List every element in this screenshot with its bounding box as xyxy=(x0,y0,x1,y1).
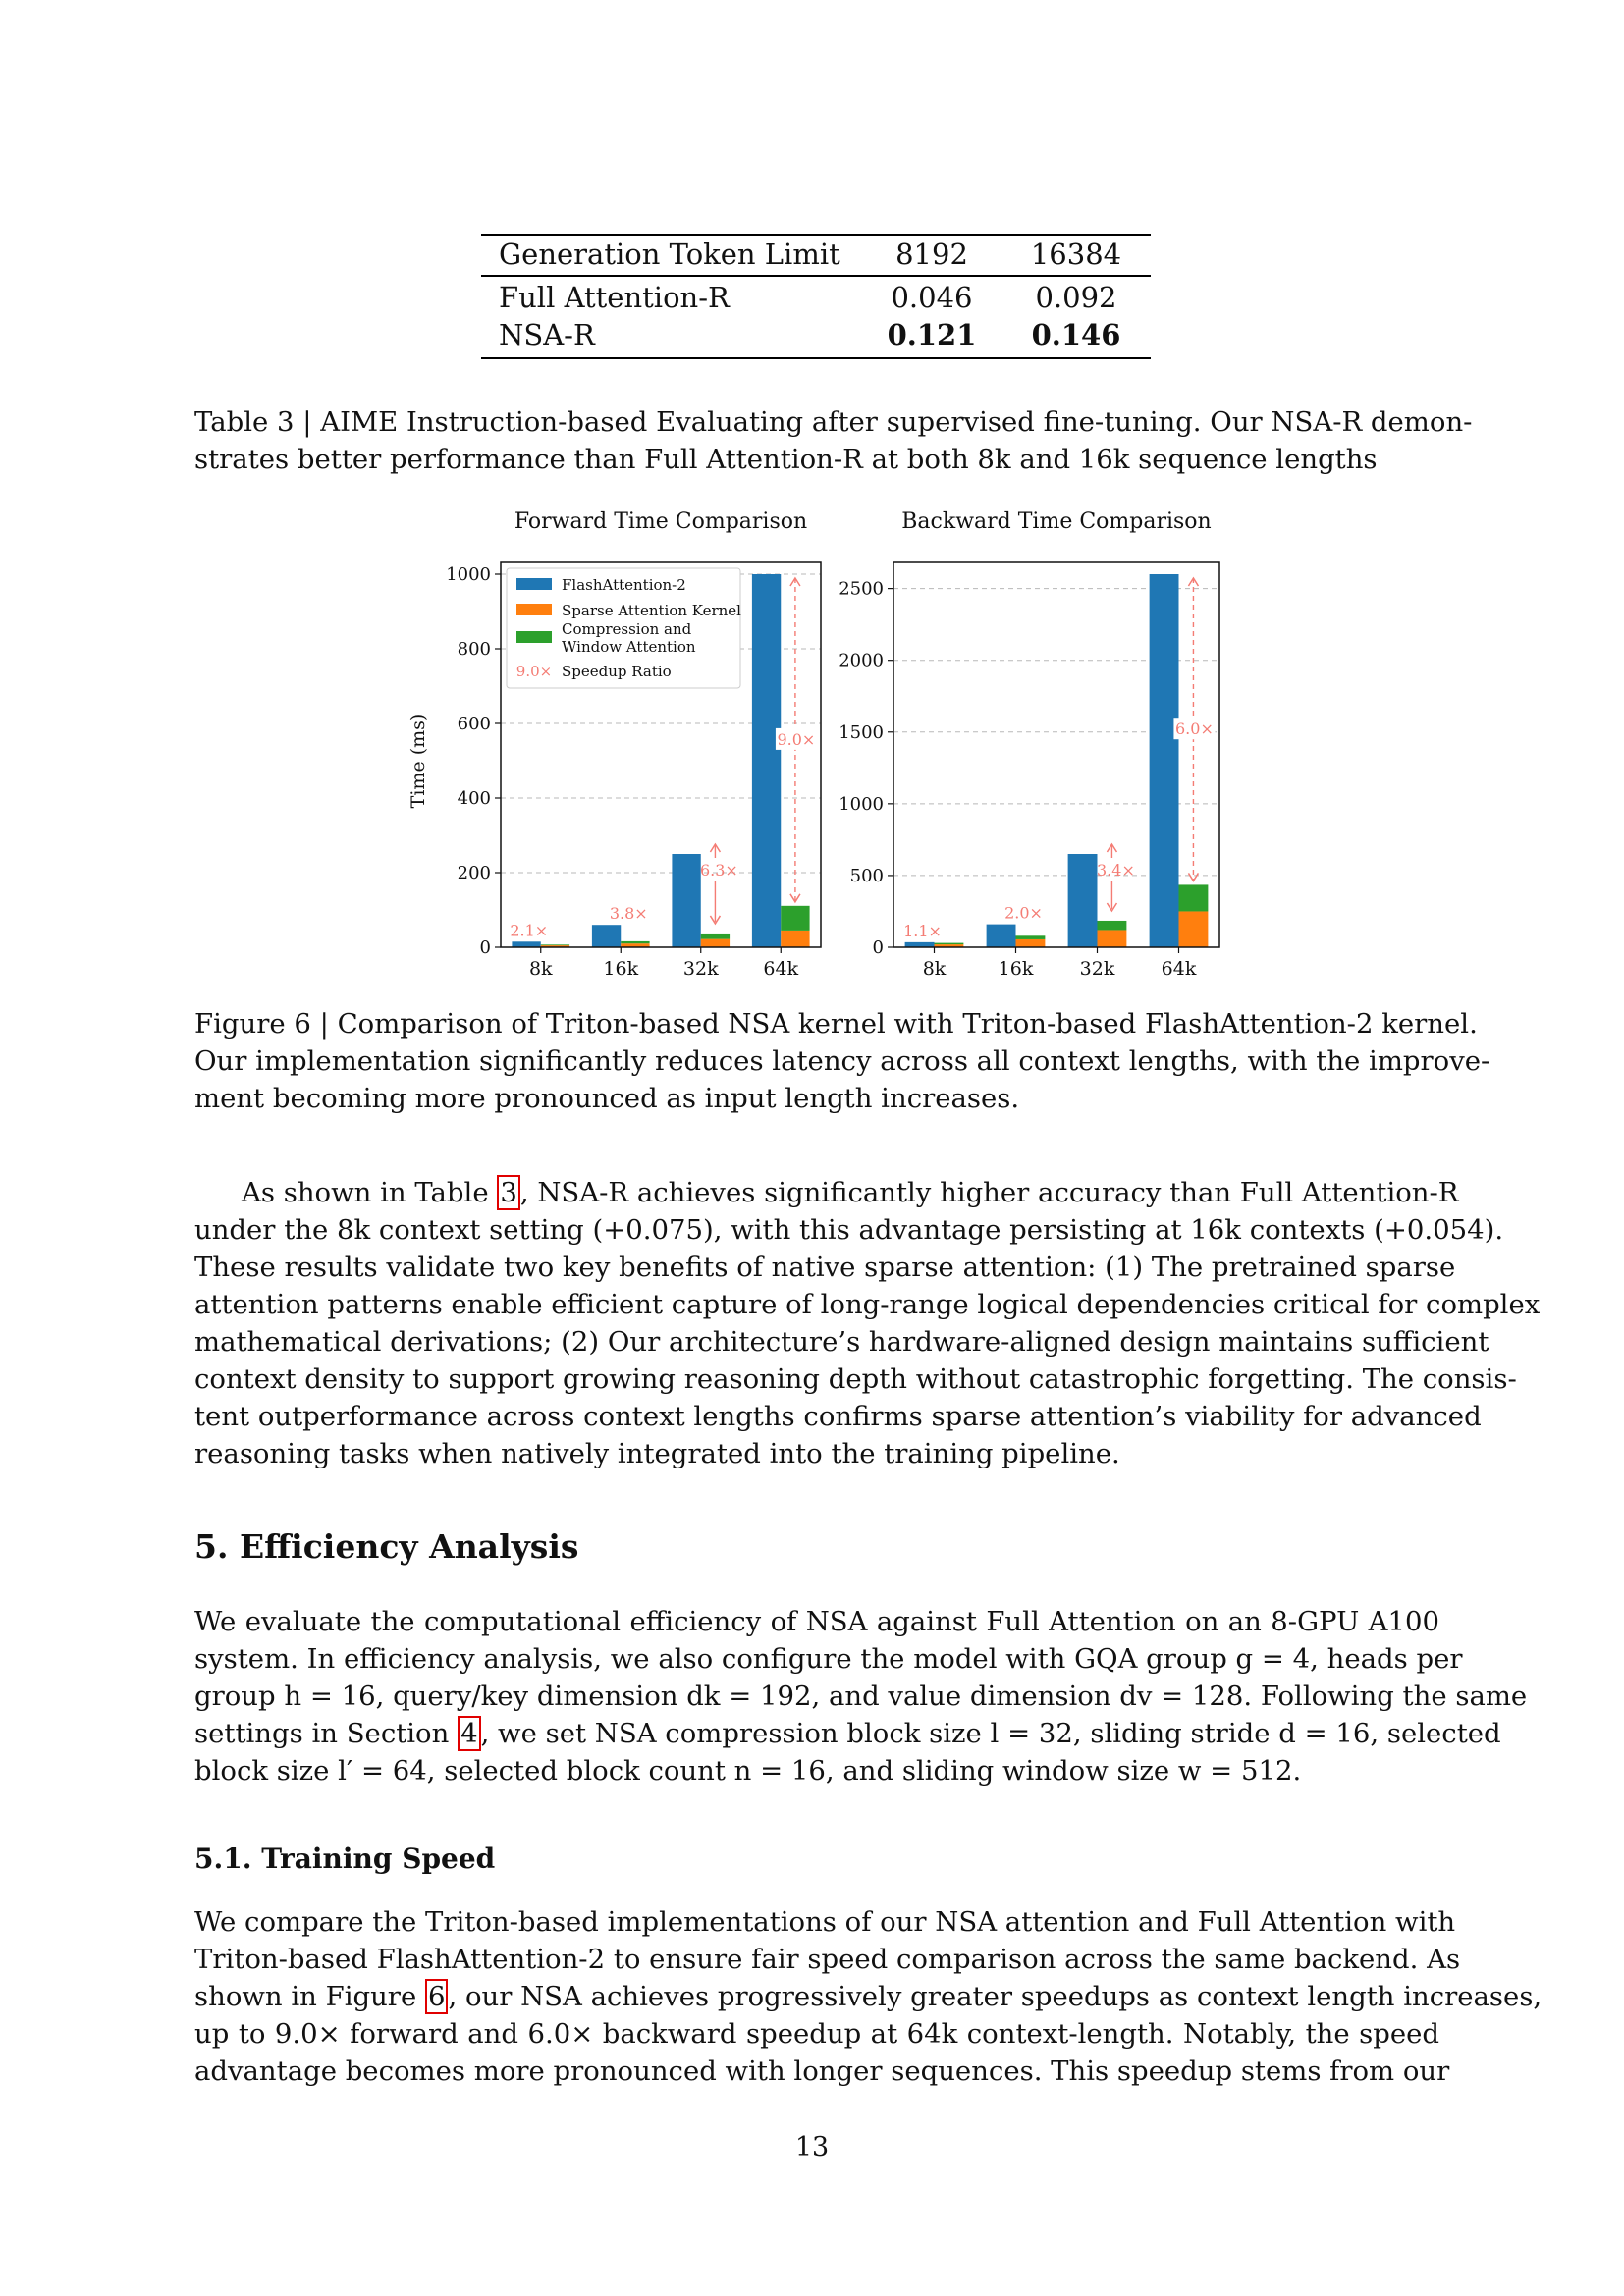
y-tick-label: 800 xyxy=(457,639,491,660)
y-tick-label: 0 xyxy=(872,937,884,958)
bar-flashattention-2 xyxy=(905,942,935,947)
x-tick-label: 32k xyxy=(682,958,719,980)
forward-time-chart xyxy=(407,509,821,980)
paragraph-line: attention patterns enable efficient capture of long-range logical dependencies critical for complex xyxy=(194,1289,1541,1320)
bar-compression-window xyxy=(1098,921,1127,931)
section-heading: 5. Efficiency Analysis xyxy=(194,1527,579,1566)
paragraph-line: up to 9.0× forward and 6.0× backward speedup at 64k context-length. Notably, the speed xyxy=(194,2018,1439,2050)
speedup-label: 6.0× xyxy=(1175,720,1214,739)
y-tick-label: 400 xyxy=(457,788,491,809)
bar-compression-window xyxy=(1179,884,1209,911)
bar-compression-window xyxy=(541,944,569,945)
text: , NSA-R achieves significantly higher accuracy than Full Attention-R xyxy=(519,1177,1459,1208)
paragraph-line: We compare the Triton-based implementations of our NSA attention and Full Attention with xyxy=(194,1906,1456,1938)
table-cell-label: Full Attention-R xyxy=(499,281,730,314)
legend-label: Compression and xyxy=(562,620,692,638)
speedup-label: 1.1× xyxy=(903,921,942,940)
figure-reference-link[interactable]: 6 xyxy=(425,1979,449,2014)
text: As shown in Table xyxy=(242,1177,498,1208)
table-row xyxy=(481,316,1151,353)
figure-caption xyxy=(194,1005,1490,1117)
paragraph-line: mathematical derivations; (2) Our architecture’s hardware-aligned design maintains sufficient xyxy=(194,1326,1489,1358)
text: settings in Section xyxy=(194,1718,459,1749)
table-header-cell: Generation Token Limit xyxy=(499,238,840,271)
bar-flashattention-2 xyxy=(987,925,1016,947)
legend-label: Window Attention xyxy=(562,638,696,656)
bar-sparse-attention-kernel xyxy=(781,931,809,947)
bar-flashattention-2 xyxy=(1150,574,1179,947)
caption-line: ment becoming more pronounced as input length increases. xyxy=(194,1083,1020,1114)
x-tick-label: 8k xyxy=(922,958,947,980)
y-tick-label: 500 xyxy=(849,865,884,886)
paragraph-line: block size l′ = 64, selected block count n = 16, and sliding window size w = 512. xyxy=(194,1755,1302,1787)
bar-compression-window xyxy=(1016,935,1046,939)
caption-line: Figure 6 | Comparison of Triton-based NSA kernel with Triton-based FlashAttention-2 kernel. xyxy=(194,1008,1478,1040)
bar-compression-window xyxy=(621,941,649,943)
caption-line: Our implementation significantly reduces latency across all context lengths, with the improve- xyxy=(194,1045,1490,1077)
y-tick-label: 200 xyxy=(457,863,491,883)
table-header-cell: 16384 xyxy=(1030,238,1122,271)
bar-flashattention-2 xyxy=(592,925,621,947)
caption-line: Table 3 | AIME Instruction-based Evaluating after supervised fine-tuning. Our NSA-R demon- xyxy=(194,406,1473,438)
paragraph-line: system. In efficiency analysis, we also configure the model with GQA group g = 4, heads per xyxy=(194,1643,1463,1675)
bar-compression-window xyxy=(781,906,809,931)
speedup-label: 6.3× xyxy=(699,861,738,880)
table-cell: 0.146 xyxy=(1031,318,1121,351)
bar-compression-window xyxy=(935,943,964,944)
figure-6 xyxy=(393,496,1237,996)
x-tick-label: 64k xyxy=(763,958,799,980)
speedup-label: 3.8× xyxy=(609,904,648,924)
y-axis-label: Time (ms) xyxy=(407,713,429,809)
table-caption xyxy=(194,403,1473,478)
bar-flashattention-2 xyxy=(512,941,540,947)
y-tick-label: 1000 xyxy=(839,793,884,815)
y-tick-label: 600 xyxy=(457,714,491,734)
paragraph-line: group h = 16, query/key dimension dk = 192, and value dimension dv = 128. Following the same xyxy=(194,1681,1528,1712)
paragraph-line: We evaluate the computational efficiency of NSA against Full Attention on an 8-GPU A100 xyxy=(194,1606,1439,1637)
y-tick-label: 1000 xyxy=(446,564,491,585)
paragraph-line: reasoning tasks when natively integrated into the training pipeline. xyxy=(194,1438,1120,1469)
bar-sparse-attention-kernel xyxy=(1098,930,1127,947)
page-number: 13 xyxy=(794,2132,830,2163)
x-tick-label: 64k xyxy=(1161,958,1197,980)
x-tick-label: 16k xyxy=(998,958,1034,980)
bar-sparse-attention-kernel xyxy=(1016,939,1046,947)
paragraph-line: tent outperformance across context lengths confirms sparse attention’s viability for advanced xyxy=(194,1401,1482,1432)
table-cell: 0.121 xyxy=(887,318,977,351)
y-tick-label: 0 xyxy=(479,937,491,958)
paragraph xyxy=(194,1903,1543,2090)
paragraph xyxy=(194,1174,1541,1472)
chart-title: Forward Time Comparison xyxy=(514,509,808,534)
text: , our NSA achieves progressively greater speedups as context length increases, xyxy=(448,1981,1543,2012)
paragraph-line: context density to support growing reasoning depth without catastrophic forgetting. The consis- xyxy=(194,1363,1517,1395)
table-3 xyxy=(481,234,1151,359)
bar-flashattention-2 xyxy=(672,854,700,947)
paragraph xyxy=(194,1603,1528,1789)
table-row xyxy=(481,279,1151,316)
backward-time-chart xyxy=(839,509,1219,980)
table-cell: 0.092 xyxy=(1035,281,1117,314)
bar-flashattention-2 xyxy=(752,574,781,947)
legend-label: FlashAttention-2 xyxy=(562,576,686,594)
y-tick-label: 1500 xyxy=(839,721,884,743)
speedup-label: 2.0× xyxy=(1004,903,1043,923)
paragraph-line: Triton-based FlashAttention-2 to ensure fair speed comparison across the same backend. As xyxy=(194,1944,1461,1975)
paragraph-line: under the 8k context setting (+0.075), with this advantage persisting at 16k contexts (+0.054). xyxy=(194,1214,1504,1246)
bar-compression-window xyxy=(701,934,730,939)
table-reference-link[interactable]: 3 xyxy=(497,1175,520,1210)
text: , we set NSA compression block size l = 32, sliding stride d = 16, selected xyxy=(480,1718,1501,1749)
legend-swatch xyxy=(516,604,552,615)
speedup-label: 3.4× xyxy=(1097,861,1135,880)
legend-label: Speedup Ratio xyxy=(562,663,672,680)
subsection-heading: 5.1. Training Speed xyxy=(194,1842,496,1875)
text: shown in Figure xyxy=(194,1981,425,2012)
y-tick-label: 2000 xyxy=(839,650,884,671)
x-tick-label: 8k xyxy=(528,958,553,980)
paragraph-line: These results validate two key benefits of native sparse attention: (1) The pretrained sparse xyxy=(194,1252,1456,1283)
y-tick-label: 2500 xyxy=(839,578,884,600)
speedup-label: 9.0× xyxy=(777,729,816,749)
table-cell: 0.046 xyxy=(891,281,973,314)
legend-swatch xyxy=(516,631,552,643)
speedup-label: 2.1× xyxy=(510,921,549,940)
x-tick-label: 16k xyxy=(603,958,639,980)
table-cell-label: NSA-R xyxy=(499,318,595,351)
chart-title: Backward Time Comparison xyxy=(901,509,1212,534)
legend-swatch xyxy=(516,578,552,590)
bar-sparse-attention-kernel xyxy=(701,939,730,947)
legend-ratio-sample: 9.0× xyxy=(515,663,553,680)
table-header-row xyxy=(481,236,1151,273)
bar-flashattention-2 xyxy=(1068,854,1098,947)
caption-line: strates better performance than Full Attention-R at both 8k and 16k sequence lengths xyxy=(194,444,1378,475)
bar-sparse-attention-kernel xyxy=(1179,911,1209,947)
x-tick-label: 32k xyxy=(1079,958,1115,980)
paragraph-line: advantage becomes more pronounced with longer sequences. This speedup stems from our xyxy=(194,2056,1450,2087)
legend-label: Sparse Attention Kernel xyxy=(562,602,741,619)
table-header-cell: 8192 xyxy=(895,238,968,271)
section-reference-link[interactable]: 4 xyxy=(458,1716,481,1751)
